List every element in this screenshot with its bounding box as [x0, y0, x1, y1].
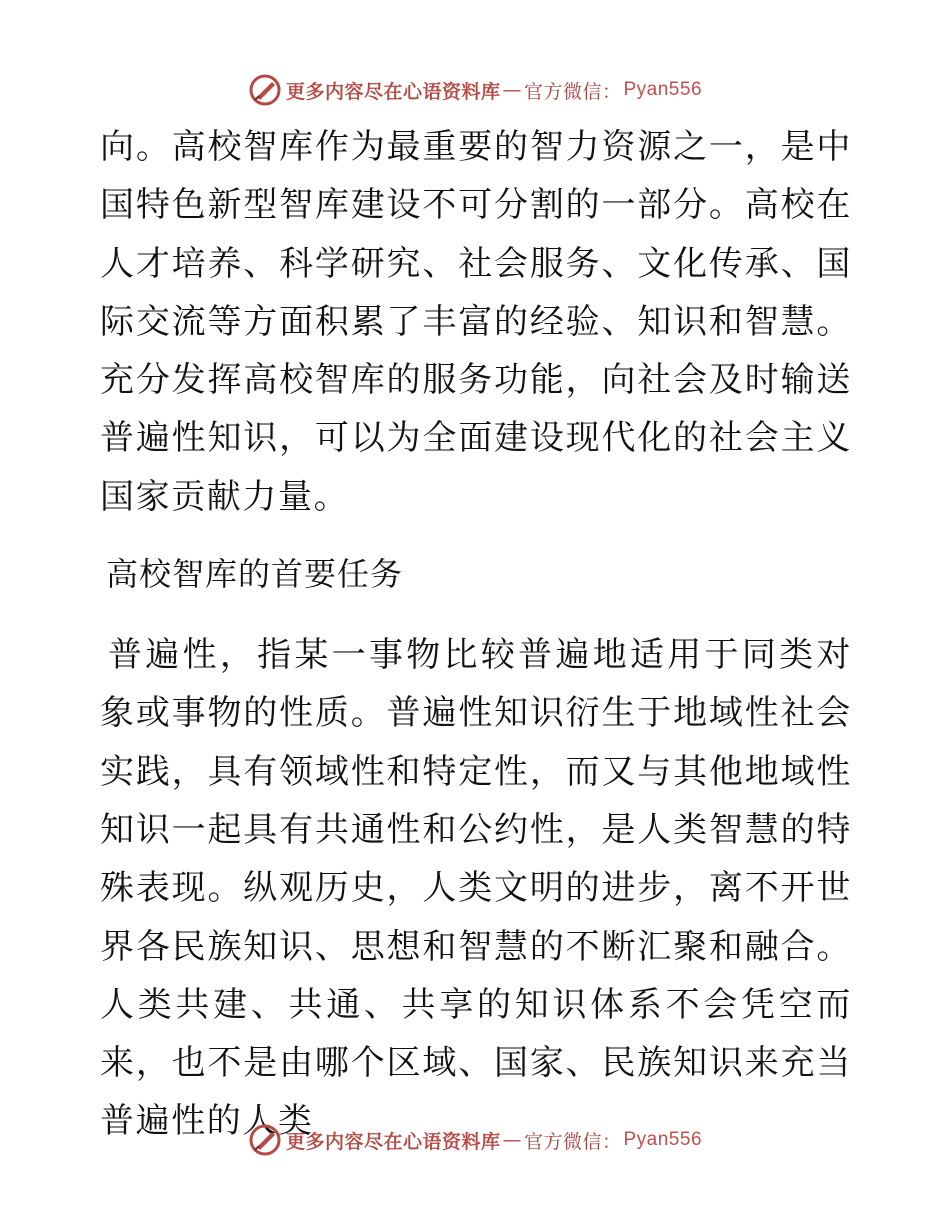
banner-official-label: 官方微信：	[523, 1130, 622, 1153]
banner-wechat-id: Pyan556	[623, 79, 703, 100]
banner-dash: —	[502, 79, 522, 101]
banner-title: 更多内容尽在心语资料库	[285, 80, 501, 103]
section-heading: 高校智库的首要任务	[106, 555, 404, 594]
quill-seal-icon	[248, 73, 282, 107]
banner-wechat-id: Pyan556	[623, 1129, 703, 1150]
footer-watermark-banner	[0, 1120, 950, 1160]
banner-title: 更多内容尽在心语资料库	[285, 1130, 501, 1153]
document-body	[100, 118, 852, 1151]
banner-official-label: 官方微信：	[523, 80, 622, 103]
paragraph-universality: 普遍性，指某一事物比较普遍地适用于同类对象或事物的性质。普遍性知识衍生于地域性社会实践，具有领域性和特定性，而又与其他地域性知识一起具有共通性和公约性，是人类智慧的特殊表现。纵观历史，人类文明的进步，离不开世界各民族知识、思想和智慧的不断汇聚和融合。人类共建、共通、共享的知识体系不会凭空而来，也不是由哪个区域、国家、民族知识来充当普遍性的人类	[100, 635, 852, 1142]
quill-seal-icon	[248, 1123, 282, 1157]
banner-dash: —	[502, 1129, 522, 1151]
paragraph-continued: 向。高校智库作为最重要的智力资源之一，是中国特色新型智库建设不可分割的一部分。高校在人才培养、科学研究、社会服务、文化传承、国际交流等方面积累了丰富的经验、知识和智慧。充分发挥高校智库的服务功能，向社会及时输送普遍性知识，可以为全面建设现代化的社会主义国家贡献力量。	[100, 127, 852, 517]
header-watermark-banner	[0, 70, 950, 110]
